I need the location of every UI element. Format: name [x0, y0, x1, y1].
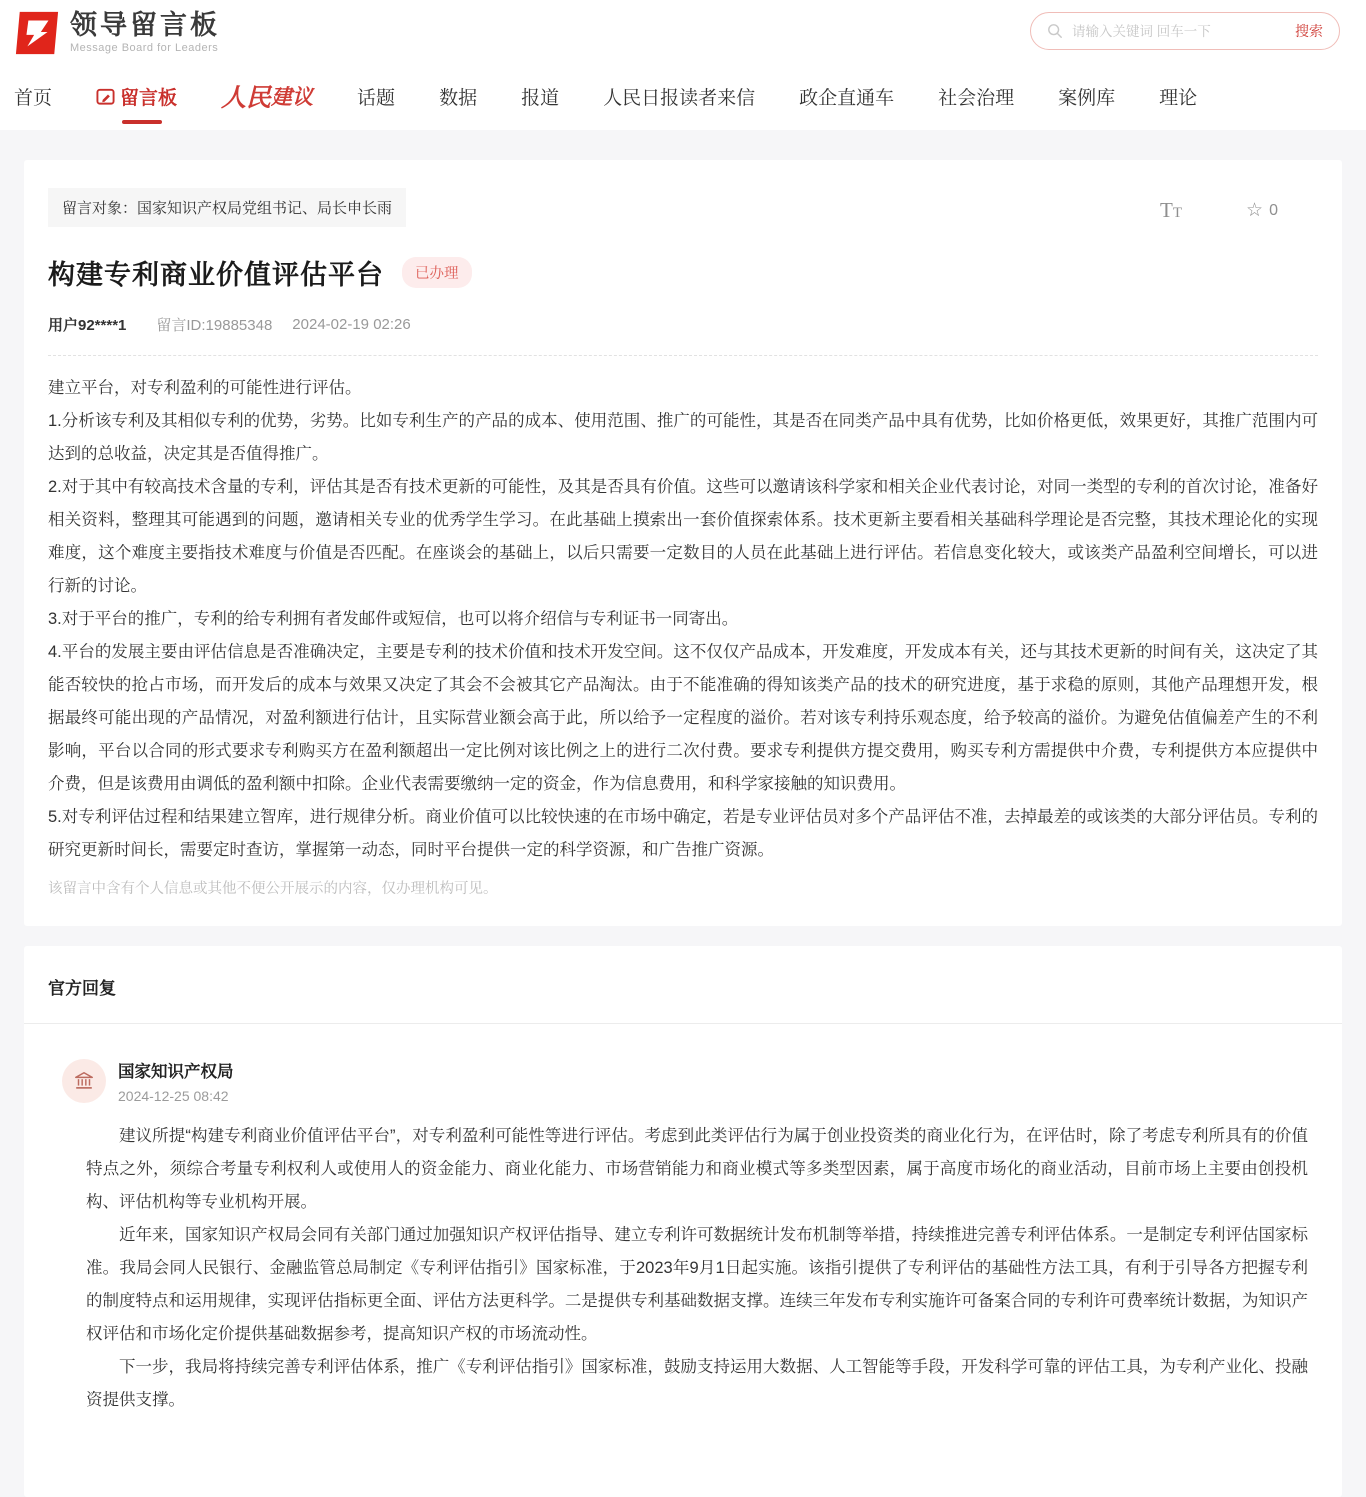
official-reply-card: [24, 946, 1342, 1497]
message-title: 构建专利商业价值评估平台: [48, 260, 384, 290]
site-header: [0, 0, 1366, 130]
active-tab-underline: [122, 120, 162, 124]
nav-data[interactable]: 数据: [439, 87, 478, 109]
message-meta: [48, 314, 1318, 335]
message-card: [24, 160, 1342, 926]
avatar: [62, 1059, 106, 1103]
nav-theory[interactable]: 理论: [1159, 87, 1198, 109]
message-paragraph: 2.对于其中有较高技术含量的专利，评估其是否有技术更新的可能性，及其是否具有价值。这些可以邀请该科学家和相关企业代表讨论，对同一类型的专利的首次讨论，准备好相关资料，整理其可能遇到的问题，邀请相关专业的优秀学生学习。在此基础上摸索出一套价值探索体系。技术更新主要看相关基础科学理论是否完整，其技术理论化的实现难度，这个难度主要指技术难度与价值是否匹配。在座谈会的基础上，以后只需要一定数目的人员在此基础上进行评估。若信息变化较大，或该类产品盈利空间增长，可以进行新的讨论。: [48, 478, 1318, 595]
search-box[interactable]: [1030, 12, 1340, 50]
message-user: 用户92****1: [48, 317, 127, 334]
reply-date: 2024-12-25 08:42: [118, 1088, 229, 1104]
reply-paragraph: 下一步，我局将持续完善专利评估体系，推广《专利评估指引》国家标准，鼓励支持运用大数据、人工智能等手段，开发科学可靠的评估工具，为专利产业化、投融资提供支撑。: [86, 1358, 1308, 1409]
nav-topics[interactable]: 话题: [357, 87, 396, 109]
nav-people-suggestion[interactable]: 人民 建议: [221, 83, 314, 112]
agency-name: 国家知识产权局: [118, 1063, 234, 1081]
main-nav: [14, 78, 1352, 130]
card-tools: [1160, 198, 1278, 223]
message-paragraph: 1.分析该专利及其相似专利的优势，劣势。比如专利生产的产品的成本、使用范围、推广的可能性，其是否在同类产品中具有优势，比如价格更低，效果更好，其推广范围内可达到的总收益，决定其是否值得推广。: [48, 412, 1318, 463]
message-target-label: 留言对象：: [62, 200, 138, 217]
nav-case-library[interactable]: 案例库: [1058, 87, 1116, 109]
nav-social-governance[interactable]: 社会治理: [938, 87, 1015, 109]
font-size-icon[interactable]: TT: [1160, 198, 1183, 222]
government-building-icon: [73, 1070, 95, 1092]
nav-reader-letters[interactable]: 人民日报读者来信: [603, 87, 756, 109]
message-body: [48, 372, 1318, 867]
search-input[interactable]: [1072, 24, 1295, 39]
logo-icon: [14, 10, 60, 56]
message-paragraph: 4.平台的发展主要由评估信息是否准确决定，主要是专利的技术价值和技术开发空间。这不仅仅产品成本，开发难度，开发成本有关，还与其技术更新的时间有关，这决定了其能否较快的抢占市场，而开发后的成本与效果又决定了其会不会被其它产品淘汰。由于不能准确的得知该类产品的技术的研究进度，基于求稳的原则，其他产品理想开发，根据最终可能出现的产品情况，对盈利额进行估计，且实际营业额会高于此，所以给予一定程度的溢价。若对该专利持乐观态度，给予较高的溢价。为避免估值偏差产生的不利影响，平台以合同的形式要求专利购买方在盈利额超出一定比例对该比例之上的进行二次付费。要求专利提供方提交费用，购买专利方需提供中介费，专利提供方本应提供中介费，但是该费用由调低的盈利额中扣除。企业代表需要缴纳一定的资金，作为信息费用，和科学家接触的知识费用。: [48, 643, 1318, 793]
favorite-button[interactable]: [1246, 199, 1278, 222]
dashed-divider: [48, 355, 1318, 356]
message-target-chip: [48, 188, 406, 227]
reply-paragraph: 建议所提“构建专利商业价值评估平台”，对专利盈利可能性等进行评估。考虑到此类评估行为属于创业投资类的商业化行为，在评估时，除了考虑专利所具有的价值特点之外，须综合考量专利权利人或使用人的资金能力、商业化能力、市场营销能力和商业模式等多类型因素，属于高度市场化的商业活动，目前市场上主要由创投机构、评估机构等专业机构开展。: [86, 1127, 1308, 1211]
reply-agency: [48, 1058, 1318, 1104]
nav-home[interactable]: 首页: [14, 87, 53, 109]
status-badge: 已办理: [402, 257, 472, 288]
site-title: 领导留言板: [70, 10, 220, 40]
message-id: 留言ID:19885348: [156, 317, 273, 334]
nav-message-board[interactable]: 留言板: [96, 83, 177, 110]
site-subtitle: Message Board for Leaders: [70, 42, 219, 54]
message-date: 2024-02-19 02:26: [292, 316, 411, 333]
star-icon: ☆: [1246, 200, 1264, 221]
message-target-value: 国家知识产权局党组书记、局长申长雨: [137, 200, 393, 217]
favorite-count: 0: [1269, 201, 1278, 219]
pen-board-icon: [96, 87, 115, 106]
search-icon: [1047, 23, 1063, 39]
nav-gov-enterprise[interactable]: 政企直通车: [799, 87, 895, 109]
reply-body: [86, 1120, 1308, 1417]
reply-paragraph: 近年来，国家知识产权局会同有关部门通过加强知识产权评估指导、建立专利许可数据统计发布机制等举措，持续推进完善专利评估体系。一是制定专利评估国家标准。我局会同人民银行、金融监管总局制定《专利评估指引》国家标准，于2023年9月1日起实施。该指引提供了专利评估的基础性方法工具，有利于引导各方把握专利的制度特点和运用规律，实现评估指标更全面、评估方法更科学。二是提供专利基础数据支撑。连续三年发布专利实施许可备案合同的专利许可费率统计数据，为知识产权评估和市场化定价提供基础数据参考，提高知识产权的市场流动性。: [86, 1226, 1308, 1343]
reply-divider: [24, 1023, 1342, 1024]
reply-section-title: 官方回复: [48, 979, 116, 998]
nav-reports[interactable]: 报道: [521, 87, 560, 109]
search-button[interactable]: 搜索: [1295, 23, 1323, 39]
message-paragraph: 5.对专利评估过程和结果建立智库，进行规律分析。商业价值可以比较快速的在市场中确定，若是专业评估员对多个产品评估不准，去掉最差的或该类的大部分评估员。专利的研究更新时间长，需要定时查访，掌握第一动态，同时平台提供一定的科学资源，和广告推广资源。: [48, 808, 1318, 859]
message-paragraph: 3.对于平台的推广，专利的给专利拥有者发邮件或短信，也可以将介绍信与专利证书一同寄出。: [48, 610, 739, 628]
message-paragraph: 建立平台，对专利盈利的可能性进行评估。: [48, 379, 362, 397]
privacy-note: 该留言中含有个人信息或其他不便公开展示的内容，仅办理机构可见。: [48, 881, 498, 897]
